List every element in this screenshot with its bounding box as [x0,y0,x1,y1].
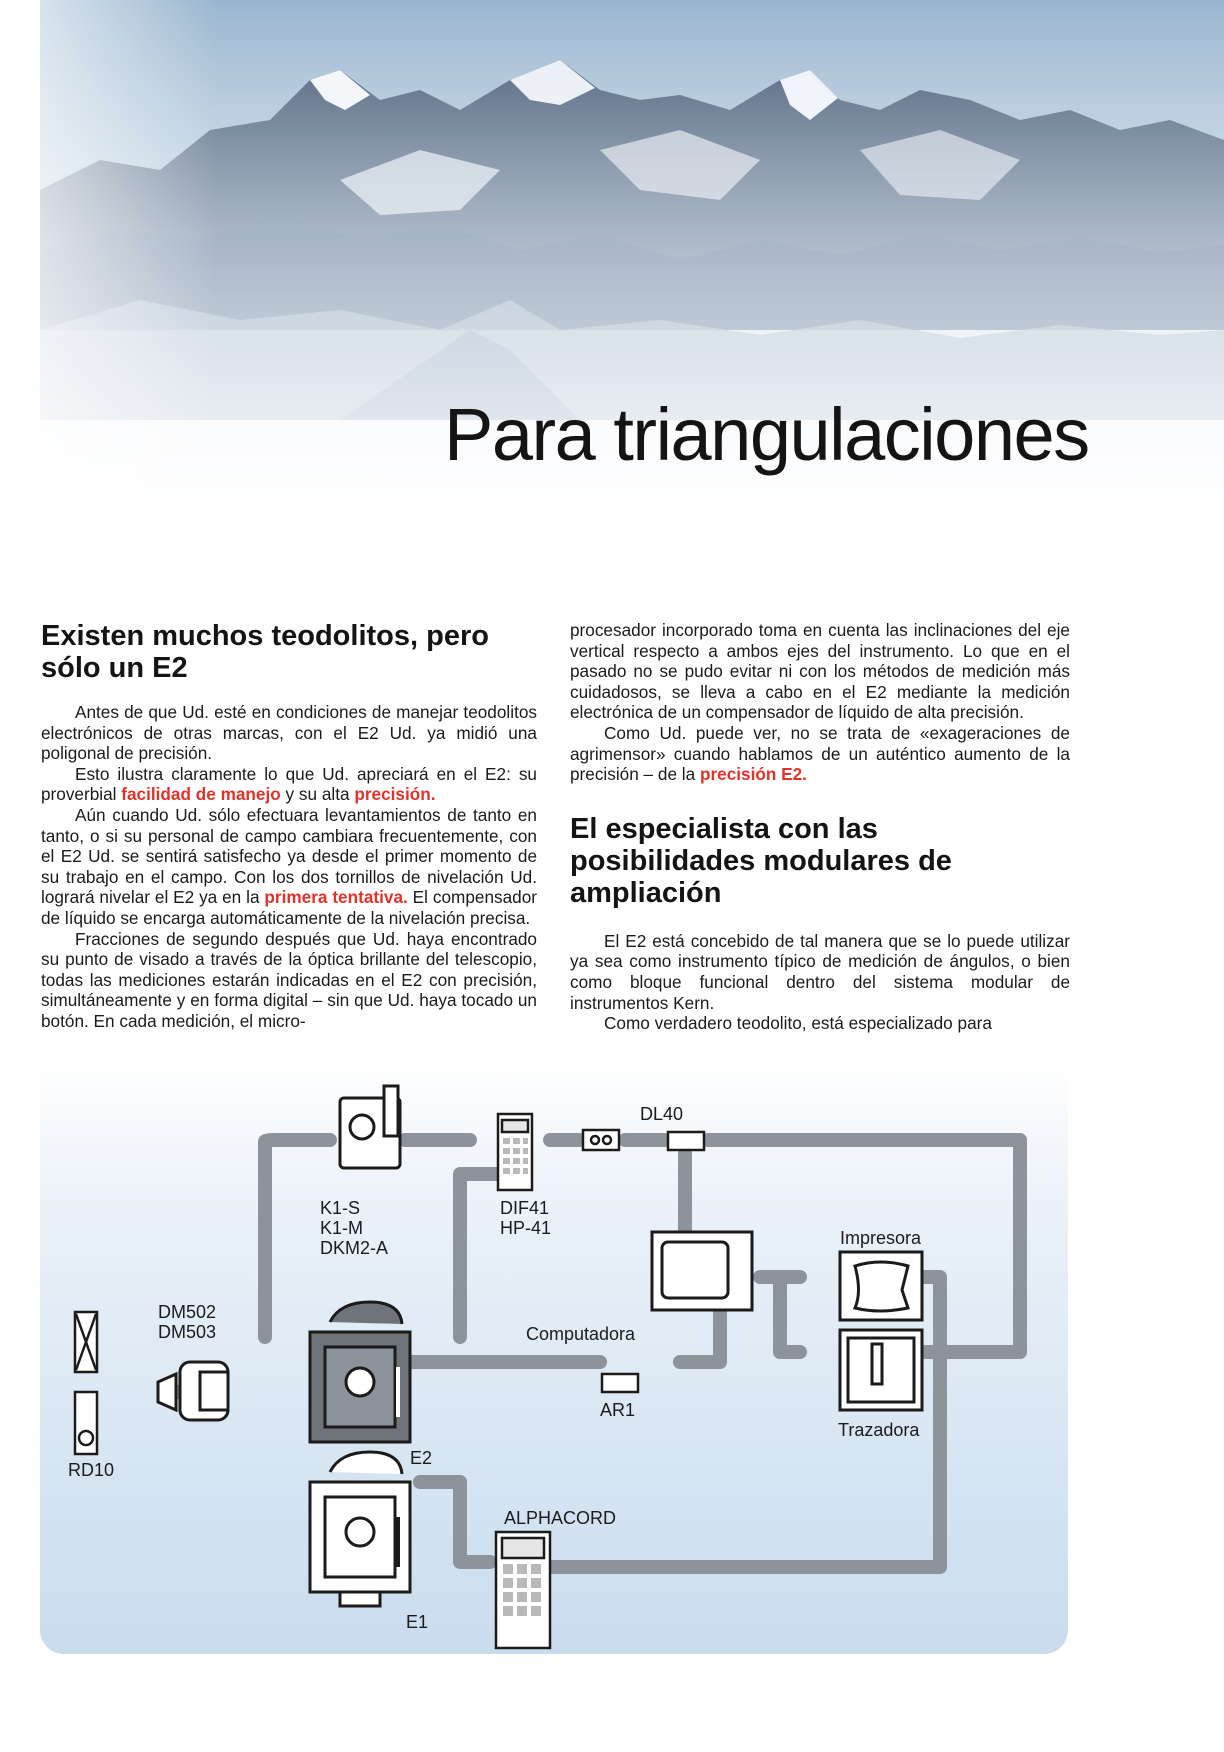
paragraph: Antes de que Ud. esté en condiciones de manejar teodolitos electrónicos de otras marcas, con el E2 Ud. ya midió una poligonal de precisión. [41,702,537,764]
section-heading-modular: El especialista con las posibilidades modulares de ampliación [570,812,952,909]
label-dm503: DM503 [158,1322,217,1342]
label-hp41: HP-41 [500,1218,552,1238]
label-alphacord: ALPHACORD [504,1508,617,1528]
section-heading-e2: Existen muchos teodolitos, pero sólo un E2 [41,620,489,684]
plotter-icon [840,1330,922,1410]
label-trazadora: Trazadora [838,1420,920,1440]
highlight-text: precisión E2. [699,764,807,785]
calculator-icon [498,1114,532,1190]
label-computadora: Computadora [526,1324,636,1344]
label-dkm2a: DKM2-A [320,1238,389,1258]
label-dm502: DM502 [158,1302,217,1322]
label-k1s: K1-S [320,1198,361,1218]
highlight-text: precisión. [354,784,436,805]
highlight-text: facilidad de manejo [121,784,281,805]
paragraph: Esto ilustra claramente lo que Ud. apreciará en el E2: su proverbial facilidad de manejo y su alta precisión. [41,763,537,805]
label-e2: E2 [410,1448,433,1468]
mountain-photo [40,0,1224,600]
computer-icon [652,1232,752,1310]
alphacord-icon [496,1532,550,1648]
paragraph: Aún cuando Ud. sólo efectuara levantamientos de tanto en tanto, o si su personal de campo cambiara frecuentemente, con el E2 Ud. se sentirá satisfecho ya desde el primer momento de su trabajo en el campo. Con los dos tornillos de nivelación Ud. logrará nivelar el E2 ya en la primera tentativa. El compensador de líquido se encarga automáticamente de la nivelación precisa. [41,804,537,928]
paragraph: procesador incorporado toma en cuenta las inclinaciones del eje vertical respecto a ambos ejes del instrumento. Lo que en el pasado no se pudo evitar ni con los métodos de medición más cuidadosos, se lleva a cabo en el E2 mediante la medición electrónica de un compensador de líquido de alta precisión. [570,620,1070,723]
label-e1: E1 [406,1612,429,1632]
highlight-text: primera tentativa. [264,887,408,908]
k1-device-icon [340,1086,400,1168]
paragraph: Como verdadero teodolito, está especializado para [604,1013,992,1034]
dl40-box-icon [668,1132,704,1150]
label-rd10: RD10 [68,1460,115,1480]
modular-system-svg [40,1062,1068,1654]
right-column [570,620,1070,1034]
ar1-box-icon [602,1374,638,1392]
hero-image [40,0,1224,600]
paragraph: Fracciones de segundo después que Ud. haya encontrado su punto de visado a través de la óptica brillante del telescopio, todas las mediciones estarán indicadas en el E2 con precisión, simultáneamente y en forma digital – sin que Ud. haya tocado un botón. En cada medición, el micro- [41,928,537,1031]
label-impresora: Impresora [840,1228,922,1248]
system-diagram [40,1062,1068,1654]
label-dl40: DL40 [640,1104,684,1124]
label-dif41: DIF41 [500,1198,550,1218]
left-column [41,620,537,1032]
printer-icon [840,1252,922,1320]
paragraph: El E2 está concebido de tal manera que se lo puede utilizar ya sea como instrumento típico de medición de ángulos, o bien como bloque funcional dentro del sistema modular de instrumentos Kern. [570,930,1070,1013]
label-ar1: AR1 [600,1400,636,1420]
paragraph: Como Ud. puede ver, no se trata de «exageraciones de agrimensor» cuando hablamos de un auténtico aumento de la precisión – de la precisión E2. [570,722,1070,785]
page-title: Para triangulaciones [444,393,1089,476]
label-k1m: K1-M [320,1218,364,1238]
cassette-icon [583,1130,619,1150]
